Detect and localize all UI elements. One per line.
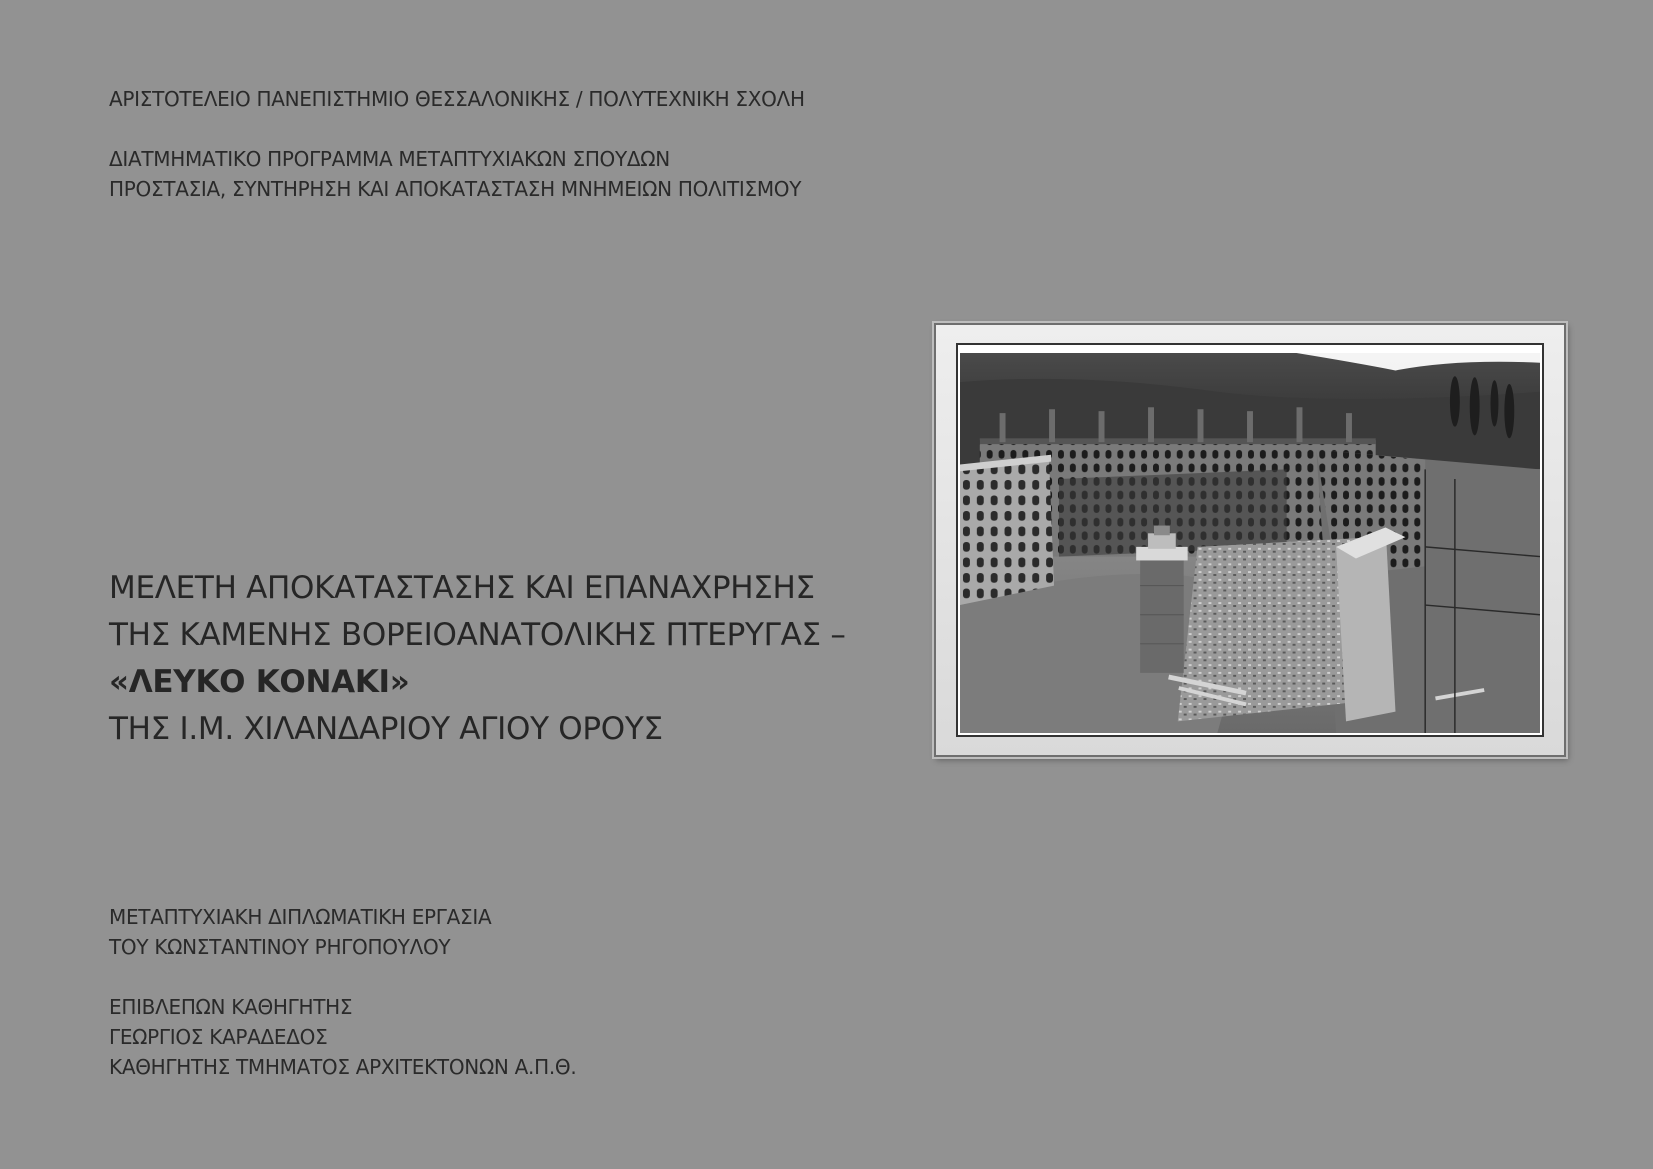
supervisor-label: ΕΠΙΒΛΕΠΩΝ ΚΑΘΗΓΗΤΗΣ — [109, 995, 353, 1019]
photo-frame — [934, 323, 1566, 757]
title-line-2: ΤΗΣ ΚΑΜΕΝΗΣ ΒΟΡΕΙΟΑΝΑΤΟΛΙΚΗΣ ΠΤΕΡΥΓΑΣ – — [109, 617, 846, 653]
title-line-4: ΤΗΣ Ι.Μ. ΧΙΛΑΝΔΑΡΙΟΥ ΑΓΙΟΥ ΟΡΟΥΣ — [109, 711, 663, 747]
supervisor-title: ΚΑΘΗΓΗΤΗΣ ΤΜΗΜΑΤΟΣ ΑΡΧΙΤΕΚΤΟΝΩΝ Α.Π.Θ. — [109, 1055, 577, 1079]
header-block — [109, 84, 805, 204]
program-line-2: ΠΡΟΣΤΑΣΙΑ, ΣΥΝΤΗΡΗΣΗ ΚΑΙ ΑΠΟΚΑΤΑΣΤΑΣΗ ΜΝΗΜΕΙΩΝ ΠΟΛΙΤΙΣΜΟΥ — [109, 177, 802, 201]
title-line-3: «ΛΕΥΚΟ ΚΟΝΑΚΙ» — [109, 664, 410, 700]
photo-border — [956, 343, 1544, 737]
ruins-image-illustration — [960, 353, 1540, 733]
monastery-ruins-photo — [960, 353, 1540, 733]
supervisor-name: ΓΕΩΡΓΙΟΣ ΚΑΡΑΔΕΔΟΣ — [109, 1025, 328, 1049]
thesis-line-1: ΜΕΤΑΠΤΥΧΙΑΚΗ ΔΙΠΛΩΜΑΤΙΚΗ ΕΡΓΑΣΙΑ — [109, 905, 492, 929]
title-line-1: ΜΕΛΕΤΗ ΑΠΟΚΑΤΑΣΤΑΣΗΣ ΚΑΙ ΕΠΑΝΑΧΡΗΣΗΣ — [109, 570, 815, 606]
author-line: ΤΟΥ ΚΩΝΣΤΑΝΤΙΝΟΥ ΡΗΓΟΠΟΥΛΟΥ — [109, 935, 451, 959]
document-title — [109, 565, 846, 753]
footer-block — [109, 902, 576, 1082]
program-line-1: ΔΙΑΤΜΗΜΑΤΙΚΟ ΠΡΟΓΡΑΜΜΑ ΜΕΤΑΠΤΥΧΙΑΚΩΝ ΣΠΟΥΔΩΝ — [109, 147, 670, 171]
institution-line: ΑΡΙΣΤΟΤΕΛΕΙΟ ΠΑΝΕΠΙΣΤΗΜΙΟ ΘΕΣΣΑΛΟΝΙΚΗΣ / ΠΟΛΥΤΕΧΝΙΚΗ ΣΧΟΛΗ — [109, 87, 805, 111]
